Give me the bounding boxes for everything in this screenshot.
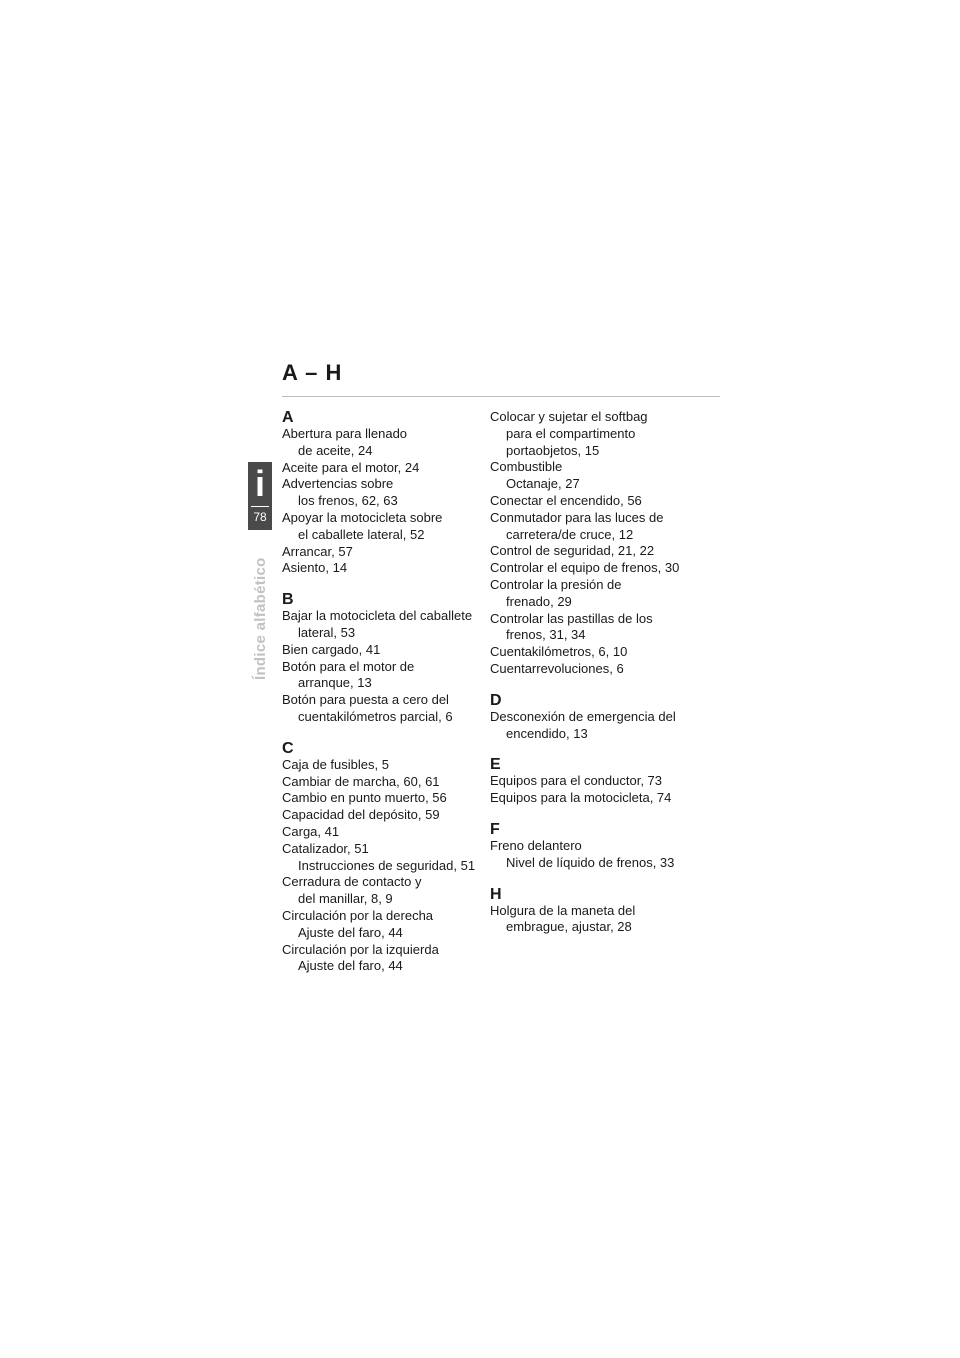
- entry-main-text: Advertencias sobre: [282, 476, 394, 492]
- entry-sub-text: Nivel de líquido de frenos, 33: [506, 854, 675, 870]
- index-entry: [282, 692, 492, 726]
- index-entry: [282, 608, 492, 642]
- index-entry: [490, 644, 720, 661]
- section-letter: E: [490, 756, 501, 774]
- index-entry: [490, 790, 720, 807]
- entry-sub-text: los frenos, 62, 63: [298, 493, 398, 509]
- entry-sub-text: encendido, 13: [506, 725, 588, 741]
- index-column-right: [490, 409, 720, 936]
- index-entry: [282, 476, 492, 510]
- entry-main-text: Equipos para el conductor, 73: [490, 773, 663, 789]
- index-entry: [490, 773, 720, 790]
- section-letter: D: [490, 691, 502, 709]
- entry-main-text: Botón para el motor de: [282, 658, 415, 674]
- entry-main-text: Botón para puesta a cero del: [282, 692, 449, 708]
- index-entry: [282, 942, 492, 976]
- entry-main-text: Capacidad del depósito, 59: [282, 807, 440, 823]
- index-section: [282, 409, 492, 577]
- info-icon: i: [254, 463, 265, 504]
- index-entry: [490, 577, 720, 611]
- index-entry: [490, 459, 720, 493]
- section-side-label: Índice alfabético: [252, 557, 269, 680]
- tab-divider: [251, 506, 269, 507]
- entry-sub-text: para el compartimento: [506, 425, 636, 441]
- entry-main-text: Combustible: [490, 459, 563, 475]
- entry-sub-text: Instrucciones de seguridad, 51: [298, 857, 476, 873]
- index-entry: [490, 409, 720, 459]
- index-entry: [282, 642, 492, 659]
- index-section: [490, 409, 720, 678]
- entry-sub-text: portaobjetos, 15: [506, 442, 600, 458]
- entry-main-text: Controlar la presión de: [490, 576, 622, 592]
- index-entry: [282, 841, 492, 875]
- index-entry: [490, 510, 720, 544]
- index-section: [490, 756, 720, 807]
- entry-main-text: Aceite para el motor, 24: [282, 459, 420, 475]
- entry-main-text: Cambio en punto muerto, 56: [282, 790, 447, 806]
- page-number: 78: [253, 510, 267, 524]
- index-entry: [282, 460, 492, 477]
- entry-main-text: Abertura para llenado: [282, 426, 408, 441]
- section-letter: B: [282, 591, 294, 609]
- entry-sub-text: frenos, 31, 34: [506, 627, 586, 643]
- index-entry: [282, 824, 492, 841]
- entry-sub-text: carretera/de cruce, 12: [506, 526, 634, 542]
- entry-main-text: Equipos para la motocicleta, 74: [490, 790, 672, 806]
- entry-main-text: Cuentakilómetros, 6, 10: [490, 644, 628, 660]
- section-letter: F: [490, 820, 500, 838]
- index-entry: [282, 544, 492, 561]
- entry-main-text: Desconexión de emergencia del: [490, 708, 676, 724]
- index-entry: [282, 426, 492, 460]
- entry-sub-text: Octanaje, 27: [506, 476, 580, 492]
- entry-sub-text: del manillar, 8, 9: [298, 891, 393, 907]
- entry-sub-text: arranque, 13: [298, 675, 372, 691]
- entry-main-text: Controlar el equipo de frenos, 30: [490, 560, 680, 576]
- entry-main-text: Apoyar la motocicleta sobre: [282, 509, 443, 525]
- index-entry: [282, 774, 492, 791]
- entry-main-text: Arrancar, 57: [282, 543, 353, 559]
- index-section: [490, 886, 720, 937]
- index-entry: [490, 543, 720, 560]
- index-entry: [282, 659, 492, 693]
- entry-sub-text: embrague, ajustar, 28: [506, 919, 632, 935]
- index-entry: [282, 908, 492, 942]
- index-entry: [490, 493, 720, 510]
- entry-main-text: Conectar el encendido, 56: [490, 492, 642, 508]
- index-entry: [282, 807, 492, 824]
- section-letter: C: [282, 739, 294, 757]
- entry-main-text: Cerradura de contacto y: [282, 874, 422, 890]
- entry-sub-text: Ajuste del faro, 44: [298, 924, 403, 940]
- index-section: [490, 821, 720, 872]
- index-entry: [282, 560, 492, 577]
- entry-main-text: Asiento, 14: [282, 560, 348, 576]
- entry-main-text: Bajar la motocicleta del caballete: [282, 608, 473, 624]
- entry-main-text: Bien cargado, 41: [282, 641, 381, 657]
- entry-main-text: Controlar las pastillas de los: [490, 610, 653, 626]
- entry-main-text: Freno delantero: [490, 837, 582, 853]
- index-section: [282, 591, 492, 726]
- index-section: [490, 692, 720, 743]
- entry-main-text: Holgura de la maneta del: [490, 902, 636, 918]
- index-entry: [282, 757, 492, 774]
- index-entry: [282, 510, 492, 544]
- entry-main-text: Circulación por la izquierda: [282, 941, 439, 957]
- entry-main-text: Cuentarrevoluciones, 6: [490, 660, 624, 676]
- index-entry: [282, 790, 492, 807]
- entry-sub-text: Ajuste del faro, 44: [298, 958, 403, 974]
- entry-main-text: Colocar y sujetar el softbag: [490, 409, 648, 424]
- page-title: A – H: [282, 360, 343, 385]
- entry-sub-text: de aceite, 24: [298, 442, 373, 458]
- entry-main-text: Control de seguridad, 21, 22: [490, 543, 655, 559]
- index-entry: [490, 611, 720, 645]
- title-divider: [282, 396, 720, 397]
- index-section: [282, 740, 492, 975]
- index-entry: [490, 560, 720, 577]
- entry-main-text: Cambiar de marcha, 60, 61: [282, 773, 440, 789]
- entry-main-text: Conmutador para las luces de: [490, 509, 664, 525]
- entry-main-text: Caja de fusibles, 5: [282, 756, 389, 772]
- index-entry: [490, 709, 720, 743]
- entry-sub-text: el caballete lateral, 52: [298, 526, 425, 542]
- index-entry: [490, 903, 720, 937]
- entry-main-text: Circulación por la derecha: [282, 907, 434, 923]
- entry-sub-text: frenado, 29: [506, 593, 572, 609]
- section-letter: A: [282, 409, 294, 426]
- entry-sub-text: cuentakilómetros parcial, 6: [298, 708, 453, 724]
- entry-main-text: Catalizador, 51: [282, 840, 369, 856]
- index-column-left: [282, 409, 492, 975]
- entry-sub-text: lateral, 53: [298, 624, 356, 640]
- section-letter: H: [490, 885, 502, 903]
- index-entry: [490, 838, 720, 872]
- index-entry: [282, 874, 492, 908]
- entry-main-text: Carga, 41: [282, 823, 340, 839]
- index-entry: [490, 661, 720, 678]
- index-tab: [248, 462, 272, 530]
